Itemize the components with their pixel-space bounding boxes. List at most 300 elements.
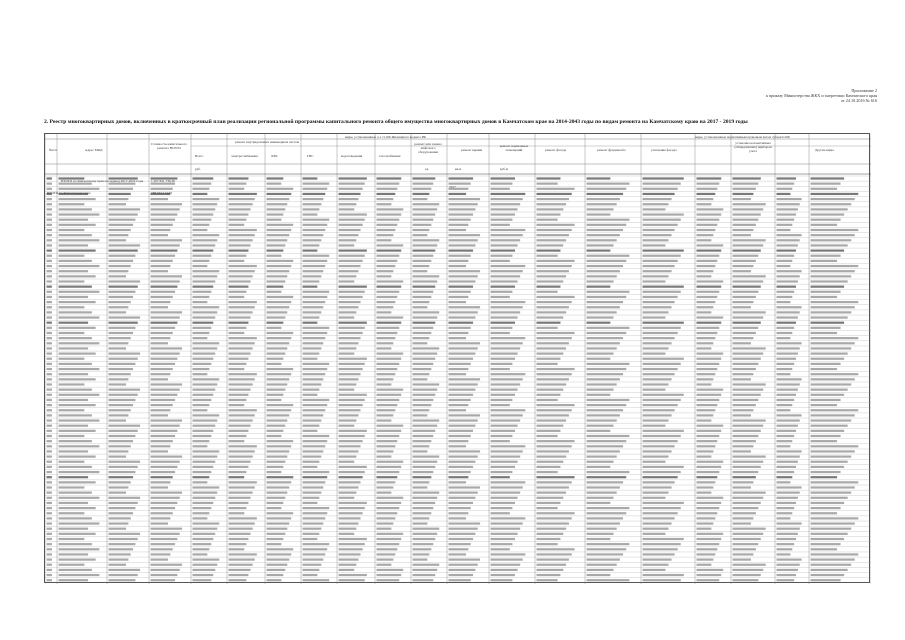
unreadable-cell [109, 492, 127, 494]
unreadable-cell [47, 502, 52, 504]
unreadable-cell [303, 528, 322, 530]
unreadable-cell [811, 419, 852, 421]
unreadable-cell [413, 291, 434, 293]
unreadable-cell [47, 291, 52, 293]
unreadable-cell [733, 301, 754, 303]
unreadable-cell [413, 543, 434, 545]
header-other: Другие виды [815, 148, 834, 152]
unreadable-cell [697, 296, 718, 298]
unreadable-cell [491, 322, 516, 324]
unreadable-cell [491, 301, 526, 303]
unreadable-cell [151, 564, 183, 566]
unreadable-cell [491, 188, 510, 190]
unreadable-cell [377, 543, 400, 545]
unreadable-cell [697, 177, 722, 179]
unreadable-cell [229, 394, 249, 396]
unreadable-cell [537, 358, 561, 360]
unreadable-cell [491, 486, 523, 488]
unreadable-cell [109, 456, 127, 458]
unreadable-cell [449, 239, 478, 241]
unreadable-cell [377, 456, 392, 458]
unreadable-cell [59, 414, 92, 416]
unreadable-cell [151, 404, 173, 406]
unreadable-cell [587, 316, 614, 318]
header-warming: утепление фасада [651, 148, 677, 152]
unreadable-cell [59, 461, 85, 463]
unreadable-cell [229, 255, 247, 257]
unreadable-cell [109, 373, 131, 375]
unreadable-cell [587, 543, 630, 545]
unreadable-cell [59, 265, 100, 267]
unreadable-cell [587, 224, 627, 226]
unreadable-cell [697, 244, 724, 246]
unreadable-cell [491, 250, 516, 252]
unreadable-cell [339, 208, 355, 210]
unreadable-cell [59, 517, 92, 519]
unreadable-cell [491, 404, 510, 406]
unreadable-cell [587, 440, 627, 442]
unreadable-cell [491, 394, 516, 396]
unreadable-cell [151, 213, 178, 215]
unreadable-cell [491, 492, 521, 494]
unreadable-cell [537, 234, 569, 236]
unreadable-cell [537, 435, 558, 437]
unreadable-cell [413, 280, 438, 282]
unreadable-cell [267, 471, 282, 473]
unreadable-cell [587, 528, 617, 530]
header-hvs: ХВС [271, 154, 278, 158]
unreadable-cell [413, 373, 430, 375]
unreadable-cell [377, 440, 398, 442]
unreadable-cell [587, 497, 614, 499]
unreadable-cell [47, 404, 52, 406]
unreadable-cell [413, 383, 440, 385]
unreadable-cell [697, 234, 714, 236]
unreadable-cell [267, 579, 282, 581]
unreadable-cell [697, 322, 722, 324]
unreadable-cell [587, 353, 614, 355]
unreadable-cell [59, 394, 100, 396]
unreadable-cell [811, 286, 845, 288]
unreadable-cell [697, 466, 722, 468]
unreadable-cell [339, 188, 363, 190]
appendix-note [727, 88, 877, 103]
unreadable-cell [537, 177, 561, 179]
unreadable-cell [109, 213, 138, 215]
unreadable-cell [59, 316, 100, 318]
unreadable-cell [377, 255, 400, 257]
unreadable-cell [537, 363, 558, 365]
unreadable-cell [377, 296, 398, 298]
unreadable-cell [229, 296, 245, 298]
unreadable-cell [491, 574, 516, 576]
unreadable-cell [59, 322, 89, 324]
unreadable-cell [109, 203, 127, 205]
unreadable-cell [587, 574, 611, 576]
unreadable-cell [697, 517, 716, 519]
itogo-2017-value: 758 724 114,93 [151, 191, 173, 195]
unreadable-cell [377, 327, 400, 329]
unreadable-cell [777, 316, 798, 318]
unreadable-cell [151, 486, 169, 488]
unreadable-cell [643, 363, 681, 365]
unreadable-cell [811, 224, 838, 226]
unreadable-cell [697, 559, 714, 561]
unreadable-cell [109, 543, 136, 545]
unreadable-cell [587, 548, 627, 550]
unreadable-cell [733, 466, 761, 468]
unreadable-cell [811, 291, 841, 293]
unreadable-cell [491, 414, 523, 416]
unreadable-cell [59, 533, 96, 535]
unreadable-cell [339, 255, 365, 257]
unreadable-cell [777, 306, 802, 308]
unreadable-cell [491, 409, 526, 411]
unreadable-cell [151, 368, 173, 370]
unreadable-cell [303, 234, 324, 236]
unreadable-cell [267, 239, 288, 241]
unreadable-cell [377, 476, 398, 478]
unreadable-cell [413, 512, 432, 514]
unreadable-cell [229, 337, 257, 339]
unreadable-cell [47, 564, 52, 566]
unreadable-cell [449, 301, 467, 303]
unreadable-cell [109, 353, 141, 355]
unreadable-cell [587, 229, 624, 231]
total-row-value: 1 297 841 739,36 [151, 179, 175, 183]
unreadable-cell [777, 502, 797, 504]
unreadable-cell [413, 579, 434, 581]
unreadable-cell [339, 347, 357, 349]
unreadable-cell [59, 574, 100, 576]
unreadable-cell [449, 177, 474, 179]
unreadable-cell [413, 322, 436, 324]
unreadable-cell [229, 471, 247, 473]
unreadable-cell [811, 301, 859, 303]
unreadable-cell [229, 347, 253, 349]
unreadable-cell [587, 373, 624, 375]
unreadable-cell [47, 311, 52, 313]
unreadable-cell [491, 347, 521, 349]
unreadable-cell [193, 383, 218, 385]
unreadable-cell [267, 208, 286, 210]
unreadable-cell [229, 260, 245, 262]
unreadable-cell [109, 265, 131, 267]
unreadable-cell [491, 306, 523, 308]
unreadable-cell [643, 332, 678, 334]
unreadable-cell [733, 327, 759, 329]
unreadable-cell [777, 286, 797, 288]
unreadable-cell [643, 481, 675, 483]
unreadable-cell [151, 538, 178, 540]
unreadable-cell [811, 430, 845, 432]
unreadable-cell [47, 296, 52, 298]
unreadable-cell [643, 296, 678, 298]
unreadable-cell [377, 229, 396, 231]
unreadable-cell [491, 553, 526, 555]
unreadable-cell [491, 512, 510, 514]
unreadable-cell [777, 486, 802, 488]
unreadable-cell [151, 569, 180, 571]
unreadable-cell [151, 203, 183, 205]
unreadable-cell [377, 280, 404, 282]
header-gas: газоснабжения [379, 154, 401, 158]
unreadable-cell [151, 574, 178, 576]
unreadable-cell [59, 332, 85, 334]
unreadable-cell [811, 409, 859, 411]
unreadable-cell [643, 250, 684, 252]
unreadable-cell [537, 559, 569, 561]
unreadable-cell [643, 244, 666, 246]
unreadable-cell [643, 234, 672, 236]
unreadable-cell [59, 471, 100, 473]
unreadable-cell [109, 435, 136, 437]
unreadable-cell [449, 373, 467, 375]
unreadable-cell [733, 177, 761, 179]
unreadable-cell [697, 353, 724, 355]
unreadable-cell [377, 203, 392, 205]
unreadable-cell [811, 517, 859, 519]
unreadable-cell [733, 492, 766, 494]
unreadable-cell [643, 301, 675, 303]
unreadable-cell [267, 456, 288, 458]
unreadable-cell [811, 239, 852, 241]
unreadable-cell [491, 559, 523, 561]
unreadable-cell [267, 481, 292, 483]
unreadable-cell [491, 383, 521, 385]
unreadable-cell [193, 306, 220, 308]
unreadable-cell [59, 497, 100, 499]
unit-kv: кв.м [455, 167, 462, 171]
unreadable-cell [733, 389, 764, 391]
unreadable-cell [339, 430, 367, 432]
unreadable-cell [47, 229, 52, 231]
unreadable-cell [733, 579, 759, 581]
unreadable-cell [229, 368, 245, 370]
unreadable-cell [587, 445, 624, 447]
unreadable-cell [47, 244, 52, 246]
unreadable-cell [377, 450, 394, 452]
unreadable-cell [643, 208, 666, 210]
unreadable-cell [377, 177, 402, 179]
unreadable-cell [811, 528, 852, 530]
unreadable-cell [193, 502, 214, 504]
unreadable-cell [811, 445, 859, 447]
unreadable-cell [109, 239, 127, 241]
unreadable-cell [151, 224, 173, 226]
unreadable-cell [109, 193, 131, 195]
unreadable-cell [193, 347, 218, 349]
unreadable-cell [449, 327, 471, 329]
unreadable-cell [267, 177, 284, 179]
unreadable-cell [811, 512, 838, 514]
unreadable-cell [811, 327, 841, 329]
unreadable-cell [777, 255, 795, 257]
unreadable-cell [697, 260, 718, 262]
unreadable-cell [229, 389, 251, 391]
unreadable-cell [811, 507, 841, 509]
unreadable-cell [537, 456, 567, 458]
unreadable-cell [697, 440, 718, 442]
unreadable-cell [267, 394, 284, 396]
unreadable-cell [537, 286, 561, 288]
unreadable-cell [151, 425, 180, 427]
unreadable-cell [587, 275, 617, 277]
unreadable-cell [777, 327, 795, 329]
unreadable-cell [587, 368, 627, 370]
unreadable-cell [267, 368, 294, 370]
unreadable-cell [777, 389, 798, 391]
unreadable-cell [193, 270, 220, 272]
unreadable-cell [643, 347, 669, 349]
document-title: 2. Реестр многоквартирных домов, включенных в краткосрочный план реализации региональной программы капитального ремонта общего имущества многоквартирных домов в Камчатском крае на 2014-2043 годы по видам ремонта на Камчатскому краю на 2017 - 2019 годы [44, 119, 748, 125]
unreadable-cell [339, 296, 363, 298]
unreadable-cell [449, 559, 481, 561]
unreadable-cell [377, 507, 400, 509]
unreadable-cell [47, 553, 52, 555]
unreadable-cell [491, 327, 513, 329]
unreadable-cell [339, 466, 367, 468]
unreadable-cell [697, 450, 714, 452]
unreadable-cell [59, 476, 89, 478]
unreadable-cell [267, 193, 292, 195]
unreadable-cell [811, 368, 838, 370]
unreadable-cell [267, 507, 282, 509]
unreadable-cell [413, 219, 434, 221]
unreadable-cell [229, 430, 249, 432]
unreadable-cell [413, 425, 438, 427]
unreadable-cell [377, 208, 404, 210]
unreadable-cell [267, 564, 288, 566]
unreadable-cell [643, 177, 684, 179]
unreadable-cell [267, 234, 290, 236]
unreadable-cell [151, 476, 173, 478]
unreadable-cell [643, 502, 684, 504]
unreadable-cell [697, 435, 720, 437]
unreadable-cell [413, 358, 436, 360]
unreadable-cell [109, 383, 127, 385]
unreadable-cell [59, 435, 85, 437]
unreadable-cell [339, 404, 363, 406]
unreadable-cell [587, 430, 611, 432]
unreadable-cell [491, 368, 510, 370]
unreadable-cell [109, 291, 136, 293]
unreadable-cell [151, 419, 183, 421]
unreadable-cell [339, 203, 357, 205]
unreadable-cell [491, 497, 518, 499]
unreadable-cell [733, 461, 764, 463]
unreadable-cell [587, 507, 630, 509]
unreadable-cell [777, 270, 802, 272]
unreadable-cell [229, 208, 251, 210]
unreadable-cell [643, 183, 681, 185]
unreadable-cell [339, 337, 361, 339]
unreadable-cell [267, 492, 288, 494]
unreadable-cell [339, 409, 361, 411]
unreadable-cell [491, 538, 516, 540]
unreadable-cell [587, 358, 611, 360]
unreadable-cell [267, 497, 286, 499]
unreadable-cell [339, 286, 367, 288]
unreadable-cell [587, 280, 614, 282]
unreadable-cell [151, 260, 173, 262]
unreadable-cell [413, 476, 432, 478]
unreadable-cell [449, 203, 478, 205]
unreadable-cell [303, 270, 324, 272]
unreadable-cell [193, 301, 208, 303]
unreadable-cell [59, 512, 85, 514]
unreadable-cell [413, 260, 432, 262]
unreadable-cell [267, 466, 284, 468]
unreadable-cell [449, 389, 476, 391]
unreadable-cell [193, 564, 218, 566]
unreadable-cell [491, 342, 523, 344]
unreadable-cell [109, 219, 136, 221]
unreadable-cell [491, 286, 516, 288]
unreadable-cell [151, 265, 171, 267]
unreadable-cell [193, 507, 212, 509]
unreadable-cell [491, 517, 526, 519]
unreadable-cell [377, 270, 394, 272]
unreadable-cell [229, 373, 257, 375]
unreadable-cell [777, 440, 793, 442]
unreadable-cell [303, 322, 318, 324]
unreadable-cell [339, 183, 365, 185]
unreadable-cell [587, 569, 614, 571]
header-meters: установка коллективных (общедомовых) приборов учета [734, 141, 772, 153]
unreadable-cell [413, 239, 440, 241]
unreadable-cell [303, 219, 330, 221]
header-total-cost: Стоимость капитального ремонта ВСЕГО [151, 142, 187, 150]
unreadable-cell [811, 347, 852, 349]
unreadable-cell [267, 548, 294, 550]
unreadable-cell [229, 332, 245, 334]
unreadable-cell [413, 548, 432, 550]
unreadable-cell [303, 559, 324, 561]
unreadable-cell [449, 497, 476, 499]
unreadable-cell [59, 363, 92, 365]
unreadable-cell [59, 342, 100, 344]
unreadable-cell [303, 564, 322, 566]
unreadable-cell [151, 322, 178, 324]
unreadable-cell [339, 440, 363, 442]
unreadable-cell [537, 533, 564, 535]
unreadable-cell [47, 486, 52, 488]
unreadable-cell [303, 425, 320, 427]
unreadable-cell [193, 440, 210, 442]
unreadable-cell [643, 219, 681, 221]
unreadable-cell [587, 481, 624, 483]
unreadable-cell [811, 440, 838, 442]
unreadable-cell [413, 497, 438, 499]
unreadable-cell [413, 522, 428, 524]
unreadable-cell [303, 208, 320, 210]
unreadable-cell [537, 193, 572, 195]
unreadable-cell [193, 445, 208, 447]
unreadable-cell [733, 507, 759, 509]
unreadable-cell [229, 265, 257, 267]
unreadable-cell [303, 286, 318, 288]
unreadable-cell [537, 492, 567, 494]
unreadable-cell [339, 291, 365, 293]
unreadable-cell [59, 507, 96, 509]
unreadable-cell [303, 306, 324, 308]
unreadable-cell [811, 414, 855, 416]
unreadable-cell [643, 569, 666, 571]
unreadable-cell [491, 224, 510, 226]
unreadable-cell [777, 522, 802, 524]
unreadable-cell [193, 543, 212, 545]
